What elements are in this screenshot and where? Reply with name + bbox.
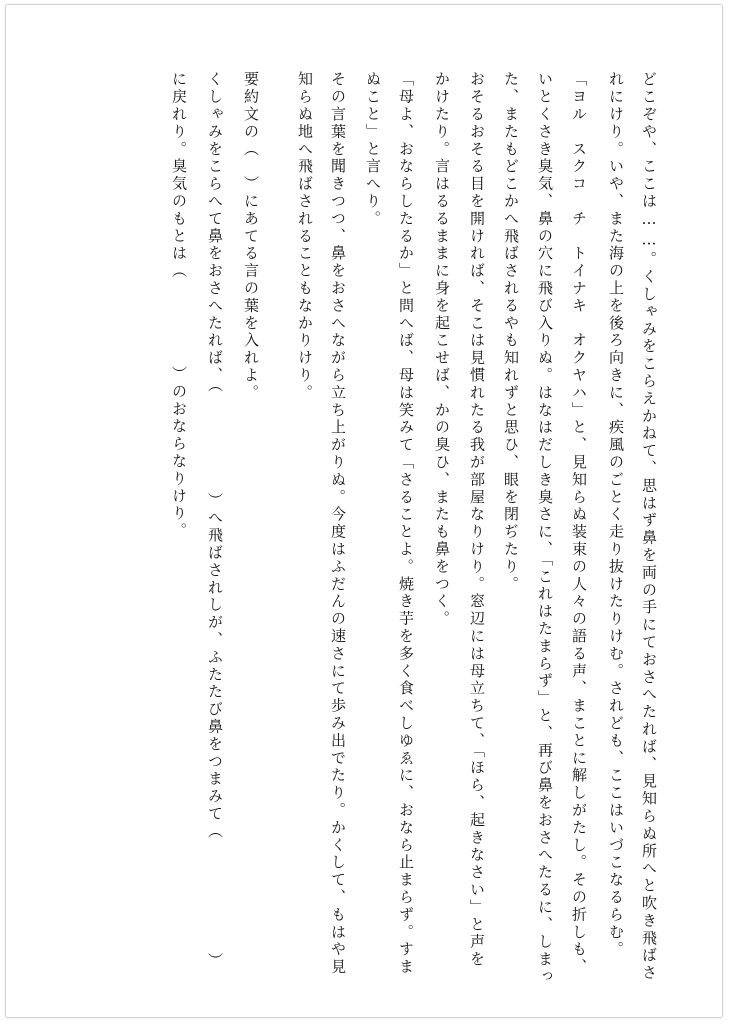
story-line-6: おそるおそる目を開ければ、そこは見慣れたる我が部屋なりけり。窓辺には母立ちて、「ほら、起きなさい」と声を (468, 71, 486, 969)
story-line-10: その言葉を聞きつつ、鼻をおさへながら立ち上がりぬ。今度はふだんの速さにて歩み出でたり。かくして、もはや見 (329, 71, 347, 976)
question-heading: 要約文の（ ）にあてる言の葉を入れよ。 (242, 71, 260, 402)
summary-line-1 (202, 71, 228, 970)
summary-text-4: に戻れり。臭気のもとは（ (170, 71, 188, 280)
story-line-8: 「母よ、おならしたるか」と問へば、母は笑みて「さることよ。焼き芋を多く食べしゆゑに、おなら止まらず。すま (397, 71, 415, 976)
story-line-4: いとくさき臭気、鼻の穴に飛び入りぬ。はなはだしき臭さに、「これはたまらず」と、再び鼻をおさへたるに、しまっ (536, 71, 554, 986)
summary-text-1: くしゃみをこらへて鼻をおさへたれば、（ (206, 71, 224, 395)
story-line-1: どこぞや、ここは……。くしゃみをこらえかねて、思はず鼻を両の手にておさへたれば、見知らぬ所へと吹き飛ばさ (640, 71, 658, 982)
summary-text-5: ）のおならなりけり。 (170, 365, 188, 540)
summary-line-2 (166, 71, 192, 540)
story-line-11: 知らぬ地へ飛ばされることもなかりけり。 (296, 71, 314, 402)
story-line-2: れにけり。いや、また海の上を後ろ向きに、疾風のごとく走り抜けたりけむ。されども、ここはいづこなるらむ。 (607, 71, 625, 959)
summary-text-2: ）へ飛ばされしが、ふたたび鼻をつまみて（ (206, 492, 224, 841)
story-line-9: ぬこと」と言へり。 (364, 71, 382, 228)
document-page (5, 4, 723, 1018)
summary-text-3: ） (206, 952, 224, 970)
story-line-3: 「ヨル スクコ チ トイナキ オクヤハ」と、見知らぬ装束の人々の語る声、まことに解しがたし。その折しも、 (570, 71, 588, 976)
story-line-7: かけたり。言はるるままに身を起こせば、かの臭ひ、またも鼻をつく。 (433, 71, 451, 628)
story-line-5: た、またもどこかへ飛ばされるやも知れずと思ひ、眼を閉ぢたり。 (502, 71, 520, 593)
